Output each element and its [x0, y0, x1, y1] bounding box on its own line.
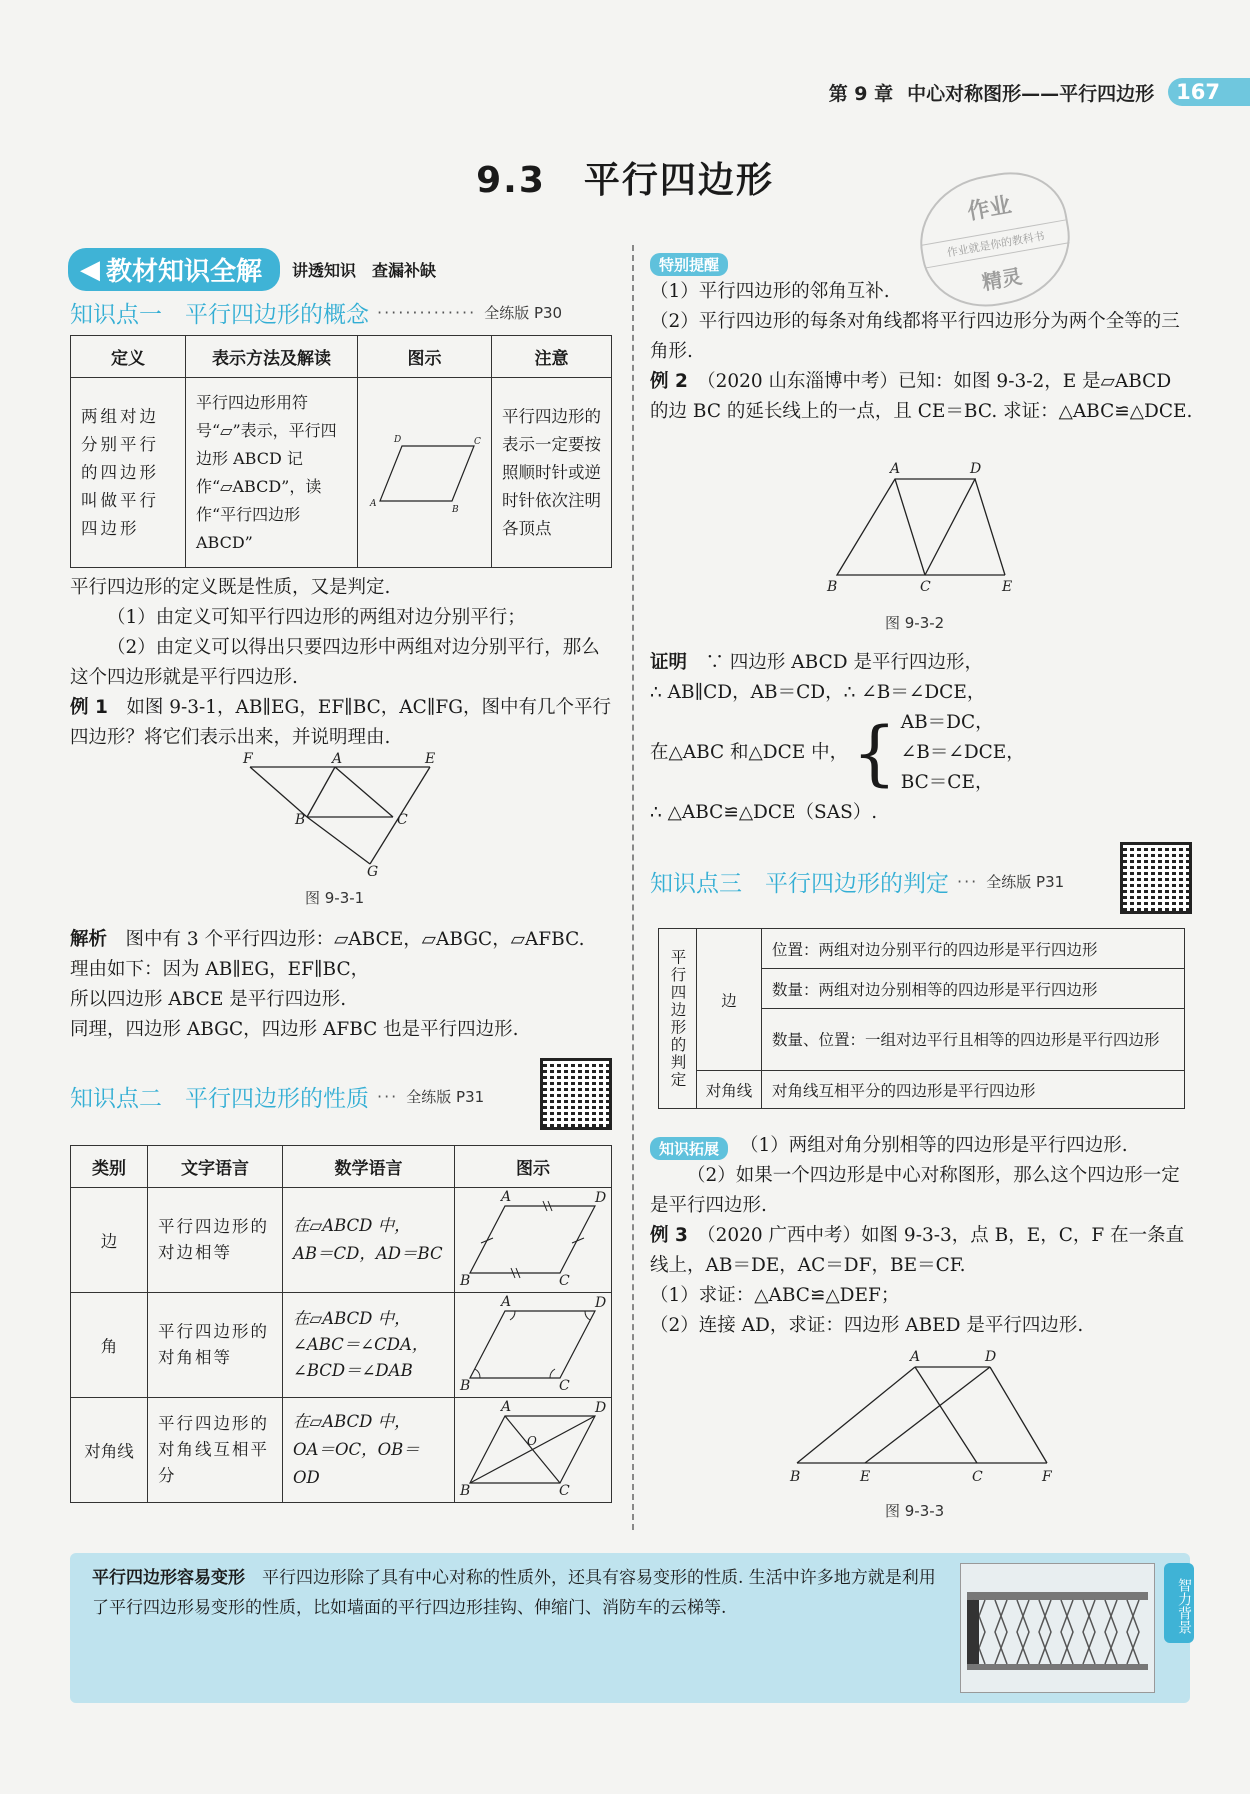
banner-pill — [68, 248, 280, 291]
svg-text:D: D — [970, 461, 982, 477]
section-banner — [68, 248, 436, 291]
tip-tag: 特别提醒 — [650, 253, 728, 276]
proof-3a: 在△ABC 和△DCE 中， — [650, 742, 849, 763]
svg-text:G: G — [367, 864, 379, 877]
speaker-icon: ◀ — [80, 254, 100, 285]
kp3-dots: ··· — [957, 872, 979, 891]
table-row — [71, 1188, 612, 1293]
stamp-top: 作业 — [965, 192, 1014, 226]
kp1-label: 知识点一 平行四边形的概念 — [70, 302, 369, 328]
svg-text:A: A — [890, 461, 901, 477]
svg-text:C: C — [559, 1273, 570, 1288]
answer-4: 同理，四边形 ABGC，四边形 AFBC 也是平行四边形. — [70, 1019, 519, 1040]
t1-note: 平行四边形的表示一定要按照顺时针或逆时针依次注明各顶点 — [492, 378, 612, 568]
concept-table — [70, 335, 612, 568]
t2-r3-math2: OA＝OC，OB＝OD — [293, 1440, 420, 1487]
t3-r3: 数量、位置：一组对边平行且相等的四边形是平行四边形 — [762, 1009, 1185, 1071]
side-tab: 智力背景 — [1164, 1563, 1194, 1643]
t2-h1: 类别 — [71, 1146, 148, 1188]
tip-1: （1）平行四边形的邻角互补. — [650, 281, 890, 302]
svg-text:E: E — [425, 752, 436, 767]
fig-opposite-angles — [455, 1293, 610, 1393]
ex3-label: 例 3 — [650, 1225, 688, 1246]
svg-text:B: B — [452, 504, 459, 515]
properties-table — [70, 1145, 612, 1503]
t2-r1-cat: 边 — [71, 1188, 148, 1293]
svg-text:B: B — [827, 579, 838, 595]
ex1-answer — [70, 925, 618, 1045]
ex1-text: 如图 9-3-1，AB∥EG，EF∥BC，AC∥FG，图中有几个平行四边形？将它们表示出来，并说明理由. — [70, 697, 611, 748]
t1-definition: 两组对边分别平行的四边形叫做平行四边形 — [71, 378, 186, 568]
section-label: 中心对称图形——平行四边形 — [907, 82, 1155, 105]
proof-conditions — [901, 708, 1025, 798]
svg-text:C: C — [559, 1483, 570, 1498]
ex1-label: 例 1 — [70, 697, 108, 718]
left-body — [70, 573, 615, 753]
ex3-text: （2020 广西中考）如图 9-3-3，点 B，E，C，F 在一条直线上，AB＝DE，AC＝DF，BE＝CF. — [650, 1225, 1185, 1276]
t2-r2-fig — [455, 1293, 612, 1398]
page-title: 9.3 平行四边形 — [476, 160, 774, 201]
para-2: （1）由定义可知平行四边形的两组对边分别平行； — [107, 607, 526, 628]
t2-r3-math — [283, 1398, 455, 1503]
t1-figure — [358, 378, 492, 568]
t2-r3-cat: 对角线 — [71, 1398, 148, 1503]
svg-text:A: A — [370, 498, 377, 509]
answer-label: 解析 — [70, 929, 108, 950]
svg-text:E: E — [1002, 579, 1013, 595]
t2-r2-math — [283, 1293, 455, 1398]
stamp-middle: 作业就是你的教科书 — [922, 219, 1070, 268]
t3-side-label: 平行四边形的判定 — [659, 929, 697, 1109]
svg-text:D: D — [595, 1295, 607, 1311]
svg-text:C: C — [559, 1378, 570, 1393]
ex2-text: （2020 山东淄博中考）已知：如图 9-3-2，E 是▱ABCD 的边 BC 的延长线上的一点，且 CE＝BC. 求证：△ABC≌△DCE. — [650, 371, 1193, 422]
svg-text:E: E — [860, 1469, 871, 1485]
answer-3: 所以四边形 ABCE 是平行四边形. — [70, 989, 347, 1010]
bottom-body: 平行四边形除了具有中心对称的性质外，还具有容易变形的性质. 生活中许多地方就是利用了平行四边形易变形的性质，比如墙面的平行四边形挂钩、伸缩门、消防车的云梯等. — [92, 1568, 936, 1618]
figure-9-3-1 — [235, 752, 445, 877]
fig2-caption: 图 9-3-2 — [885, 614, 945, 632]
svg-text:D: D — [595, 1400, 607, 1416]
page-number: 167 — [1168, 78, 1250, 106]
t3-edge: 边 — [697, 929, 762, 1071]
parallelogram-figure — [362, 416, 487, 526]
t2-r3-fig — [455, 1398, 612, 1503]
t2-r2-math1: 在▱ABCD 中， — [293, 1309, 411, 1328]
t2-h4: 图示 — [455, 1146, 612, 1188]
extend-block — [650, 1131, 1198, 1341]
t3-r4: 对角线互相平分的四边形是平行四边形 — [762, 1071, 1185, 1109]
para-1: 平行四边形的定义既是性质，又是判定. — [70, 577, 391, 598]
svg-text:C: C — [474, 436, 481, 447]
proof-1: ∵ 四边形 ABCD 是平行四边形， — [705, 652, 983, 673]
folding-gate-image — [960, 1563, 1155, 1693]
t1-notation: 平行四边形用符号“▱”表示，平行四边形 ABCD 记作“▱ABCD”，读作“平行四边形 ABCD” — [186, 378, 358, 568]
t2-r2-text: 平行四边形的对角相等 — [148, 1293, 283, 1398]
t1-h1: 定义 — [71, 336, 186, 378]
kp1-dots: ·············· — [377, 303, 477, 322]
column-divider — [632, 245, 634, 1530]
qr-code-icon[interactable] — [540, 1058, 612, 1130]
svg-text:B: B — [790, 1469, 801, 1485]
t3-r2: 数量：两组对边分别相等的四边形是平行四边形 — [762, 969, 1185, 1009]
svg-text:F: F — [1042, 1469, 1052, 1485]
svg-text:A: A — [332, 752, 343, 767]
banner-subtitle: 讲透知识 查漏补缺 — [292, 261, 437, 280]
svg-text:A: A — [501, 1294, 512, 1310]
t2-r2-math3: ∠BCD＝∠DAB — [293, 1361, 413, 1380]
proof-4: ∴ △ABC≌△DCE（SAS）. — [650, 802, 878, 823]
extend-tag: 知识拓展 — [650, 1137, 728, 1160]
svg-text:C: C — [972, 1469, 983, 1485]
t2-r3-text: 平行四边形的对角线互相平分 — [148, 1398, 283, 1503]
fig-opposite-sides — [455, 1188, 610, 1288]
tip-2: （2）平行四边形的每条对角线都将平行四边形分为两个全等的三角形. — [650, 311, 1180, 362]
svg-text:D: D — [394, 434, 402, 445]
t2-r1-fig — [455, 1188, 612, 1293]
svg-text:F: F — [243, 752, 253, 767]
folding-gate-drawing — [961, 1564, 1154, 1692]
answer-1: 图中有 3 个平行四边形：▱ABCE，▱ABGC，▱AFBC. — [125, 929, 585, 950]
answer-2: 理由如下：因为 AB∥EG，EF∥BC， — [70, 959, 370, 980]
chapter-label: 第 9 章 — [828, 82, 894, 105]
page-header — [828, 72, 1220, 112]
right-body-1 — [650, 277, 1195, 427]
t3-r1: 位置：两组对边分别平行的四边形是平行四边形 — [762, 929, 1185, 969]
svg-text:C: C — [920, 579, 931, 595]
intelligence-background-box — [70, 1553, 1190, 1703]
proof-3b: AB＝DC， — [900, 712, 994, 733]
svg-text:C: C — [397, 812, 408, 828]
ex3-b: （2）连接 AD，求证：四边形 ABED 是平行四边形. — [650, 1315, 1084, 1336]
kp1-ref: 全练版 P30 — [484, 304, 563, 322]
ex2-label: 例 2 — [650, 371, 688, 392]
t2-h2: 文字语言 — [148, 1146, 283, 1188]
svg-text:B: B — [460, 1378, 471, 1393]
fig-diagonals — [455, 1398, 610, 1498]
svg-text:A: A — [501, 1399, 512, 1415]
t2-r1-math1: 在▱ABCD 中， — [293, 1216, 411, 1235]
table-row — [71, 1398, 612, 1503]
t2-h3: 数学语言 — [283, 1146, 455, 1188]
kp2-dots: ··· — [377, 1087, 399, 1106]
knowledge-point-1 — [70, 296, 562, 329]
kp3-label: 知识点三 平行四边形的判定 — [650, 871, 949, 897]
fig3-caption: 图 9-3-3 — [885, 1502, 945, 1520]
svg-text:D: D — [595, 1190, 607, 1206]
extend-2: （2）如果一个四边形是中心对称图形，那么这个四边形一定是平行四边形. — [650, 1165, 1180, 1216]
svg-text:A: A — [501, 1189, 512, 1205]
kp2-ref: 全练版 P31 — [406, 1088, 485, 1106]
bottom-text — [92, 1563, 952, 1623]
svg-text:B: B — [460, 1483, 471, 1498]
fig1-caption: 图 9-3-1 — [305, 889, 365, 907]
stamp-bottom: 精灵 — [980, 264, 1024, 295]
banner-label: 教材知识全解 — [106, 257, 263, 287]
knowledge-point-2 — [70, 1080, 484, 1113]
svg-text:B: B — [295, 812, 306, 828]
brace-icon: { — [852, 712, 897, 794]
t1-h2: 表示方法及解读 — [186, 336, 358, 378]
ex3-a: （1）求证：△ABC≌△DEF； — [650, 1285, 900, 1306]
svg-text:B: B — [460, 1273, 471, 1288]
bottom-head: 平行四边形容易变形 — [92, 1568, 245, 1588]
qr-code-icon[interactable] — [1120, 842, 1192, 914]
table-row — [71, 1293, 612, 1398]
t2-r1-math — [283, 1188, 455, 1293]
proof-block — [650, 648, 1195, 828]
proof-3c: ∠B＝∠DCE， — [900, 742, 1025, 763]
proof-3 — [650, 708, 1195, 798]
svg-text:D: D — [985, 1349, 997, 1365]
t3-diag: 对角线 — [697, 1071, 762, 1109]
t1-h3: 图示 — [358, 336, 492, 378]
figure-9-3-2 — [825, 457, 1025, 597]
criteria-table — [658, 928, 1185, 1109]
kp2-label: 知识点二 平行四边形的性质 — [70, 1086, 369, 1112]
t2-r1-math2: AB＝CD，AD＝BC — [293, 1244, 443, 1263]
t2-r1-text: 平行四边形的对边相等 — [148, 1188, 283, 1293]
proof-3d: BC＝CE， — [900, 772, 994, 793]
kp3-ref: 全练版 P31 — [986, 873, 1065, 891]
t2-r3-math1: 在▱ABCD 中， — [293, 1412, 411, 1431]
t2-r2-cat: 角 — [71, 1293, 148, 1398]
proof-label: 证明 — [650, 652, 688, 673]
svg-text:A: A — [910, 1349, 921, 1365]
para-3: （2）由定义可以得出只要四边形中两组对边分别平行，那么这个四边形就是平行四边形. — [70, 637, 600, 688]
t2-r2-math2: ∠ABC＝∠CDA， — [293, 1335, 429, 1354]
figure-9-3-3 — [785, 1345, 1055, 1490]
t1-h4: 注意 — [492, 336, 612, 378]
svg-text:O: O — [527, 1434, 537, 1448]
extend-1: （1）两组对角分别相等的四边形是平行四边形. — [740, 1135, 1128, 1156]
proof-2: ∴ AB∥CD，AB＝CD，∴ ∠B＝∠DCE， — [650, 682, 986, 703]
knowledge-point-3 — [650, 865, 1064, 898]
